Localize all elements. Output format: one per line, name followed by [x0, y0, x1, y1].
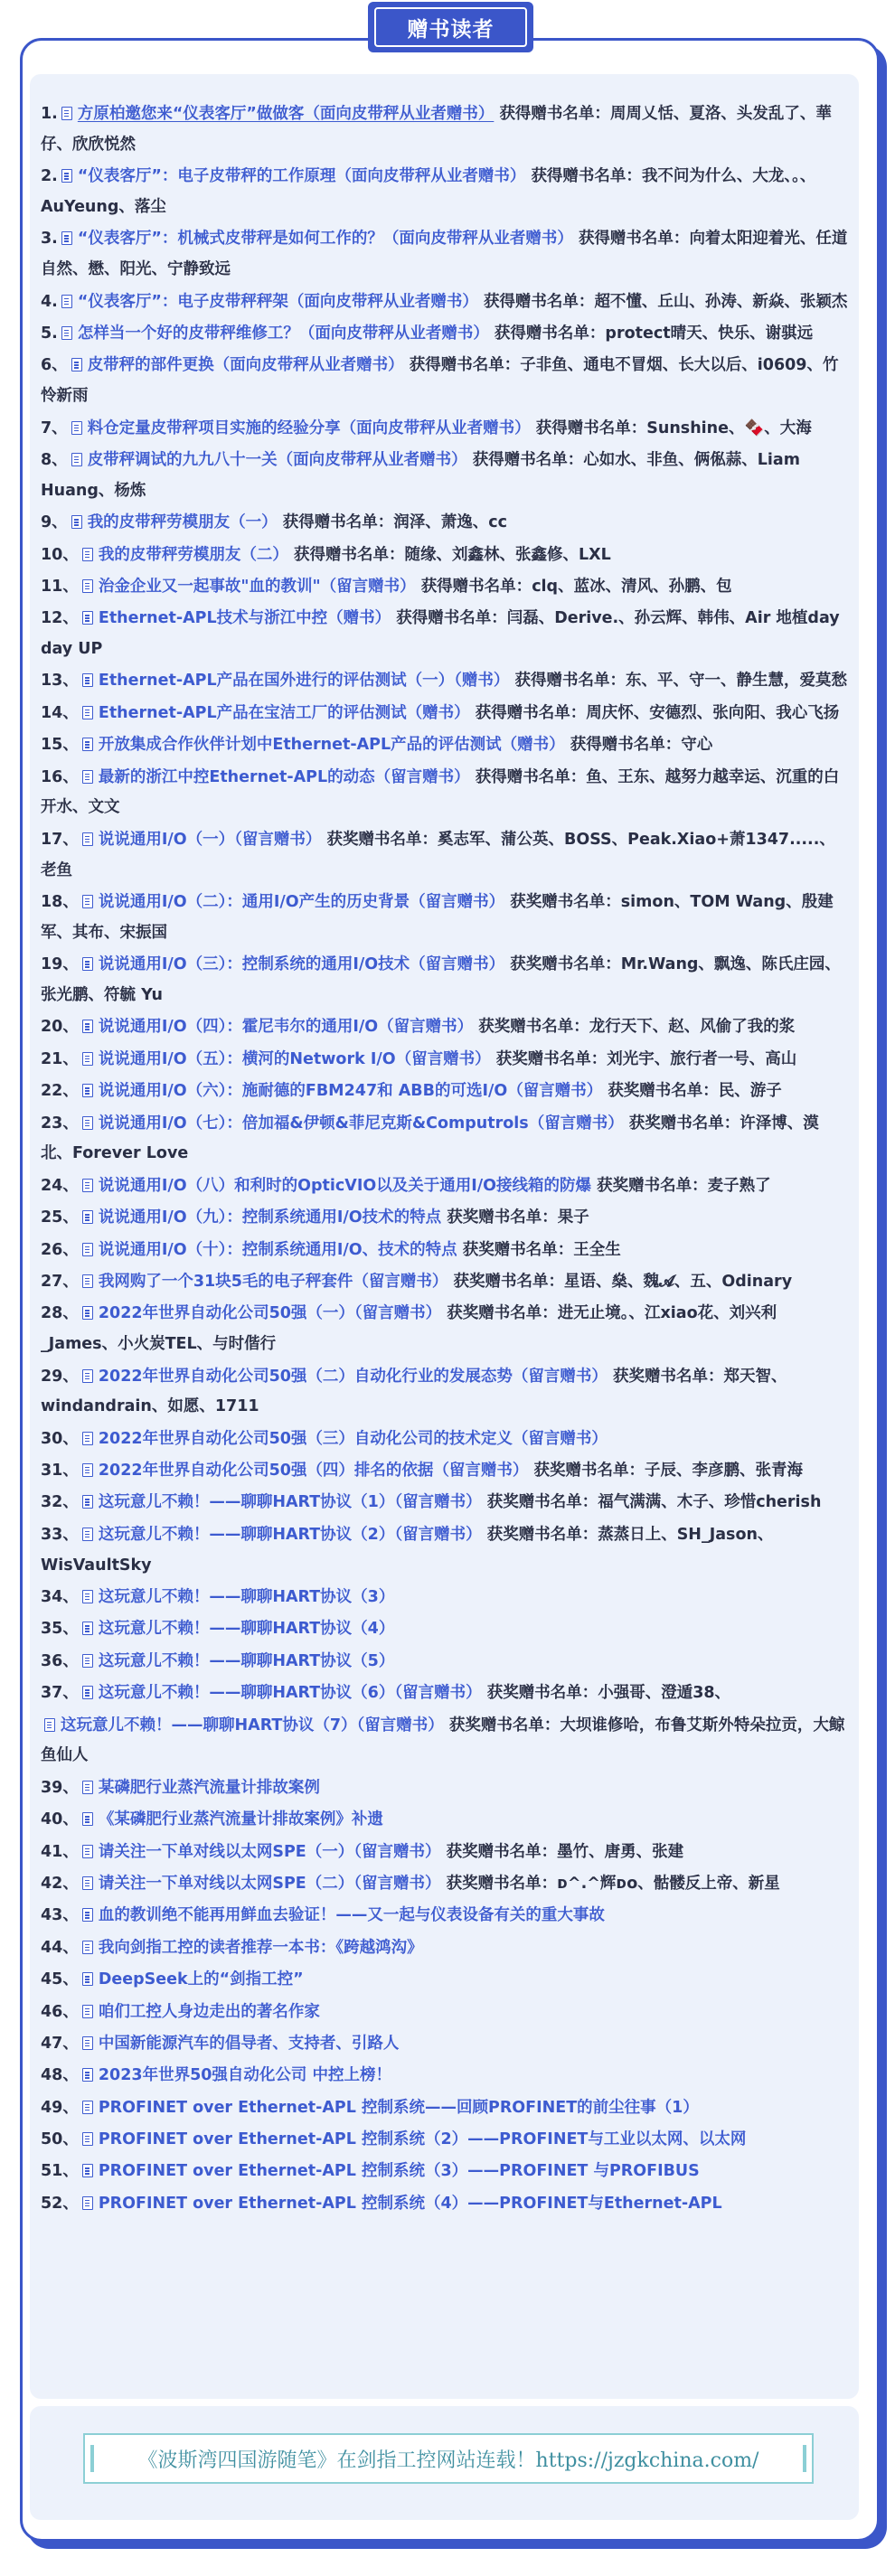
winners-names: 随缘、刘鑫林、张鑫修、LXL — [404, 545, 611, 564]
article-link[interactable]: 说说通用I/O（四）：霍尼韦尔的通用I/O（留言赠书） — [98, 1018, 474, 1037]
list-item — [41, 1045, 848, 1076]
document-icon — [82, 895, 93, 908]
list-item — [41, 446, 848, 507]
winners-label: 获得赠书名单： — [475, 767, 587, 786]
list-item — [41, 699, 848, 729]
winners-names: 周周乂恬、夏洛、头发乱了、華仔、欣欣悦然 — [41, 105, 832, 154]
winners-label: 获奖赠书名单： — [533, 1462, 645, 1481]
article-link[interactable]: 这玩意儿不赖！——聊聊HART协议（1）（留言赠书） — [98, 1493, 482, 1512]
list-item — [41, 1012, 848, 1043]
entry-number: 39、 — [41, 1778, 79, 1797]
winners-names: 润泽、萧逸、cc — [393, 513, 508, 532]
list-item — [41, 224, 848, 286]
winners-names: Sunshine、🍫、大海 — [646, 418, 812, 437]
winners-label: 获奖赠书名单： — [447, 1304, 558, 1323]
entry-number: 23、 — [41, 1114, 79, 1133]
list-item — [41, 1805, 848, 1836]
document-icon — [82, 2101, 93, 2114]
document-icon — [82, 2005, 93, 2018]
document-icon — [82, 1654, 93, 1668]
winners-label: 获奖赠书名单： — [613, 1367, 724, 1386]
document-icon — [82, 673, 93, 687]
entry-number: 36、 — [41, 1651, 79, 1670]
list-item — [41, 1838, 848, 1868]
entry-number: 52、 — [41, 2194, 79, 2213]
list-item — [41, 1203, 848, 1234]
winners-label: 获奖赠书名单： — [447, 1208, 558, 1227]
list-item — [41, 1424, 848, 1455]
article-link[interactable]: 这玩意儿不赖！——聊聊HART协议（4） — [98, 1620, 395, 1639]
document-icon — [82, 1622, 93, 1635]
article-link[interactable]: 怎样当一个好的皮带秤维修工？（面向皮带秤从业者赠书） — [77, 324, 489, 343]
winners-label: 获得赠书名单： — [409, 356, 521, 375]
list-item — [41, 1076, 848, 1107]
winners-names: 子辰、李彦鹏、张青海 — [645, 1462, 804, 1481]
entry-number: 3. — [41, 230, 58, 249]
document-icon — [82, 1432, 93, 1445]
article-link[interactable]: 我的皮带秤劳模朋友（二） — [98, 545, 288, 564]
winners-names: 奚志军、蒲公英、BOSS、Peak.Xiao+萧1347.....、老鱼 — [41, 830, 835, 879]
article-link[interactable]: 中国新能源汽车的倡导者、支持者、引路人 — [98, 2034, 400, 2053]
winners-label: 获得赠书名单： — [535, 418, 647, 437]
list-item — [41, 1171, 848, 1202]
winners-names: 果子 — [557, 1208, 589, 1227]
entry-number: 7、 — [41, 418, 68, 437]
list-item — [41, 2189, 848, 2220]
winners-label: 获奖赠书名单： — [486, 1684, 598, 1703]
article-link[interactable]: 血的教训绝不能再用鲜血去验证！——又一起与仪表设备有关的重大事故 — [98, 1906, 605, 1925]
list-item — [41, 1869, 848, 1900]
list-item — [41, 1614, 848, 1645]
entry-number: 14、 — [41, 703, 79, 722]
entry-number: 46、 — [41, 2002, 79, 2021]
document-icon — [82, 2036, 93, 2050]
winners-names: clq、蓝冰、清风、孙鹏、包 — [532, 577, 732, 596]
article-link[interactable]: Ethernet-APL产品在国外进行的评估测试（一）（赠书） — [98, 672, 510, 691]
winners-label: 获得赠书名单： — [483, 292, 595, 311]
list-item — [41, 730, 848, 761]
winners-label: 获奖赠书名单： — [446, 1874, 558, 1893]
article-link[interactable]: 2022年世界自动化公司50强（三）自动化公司的技术定义（留言赠书） — [98, 1429, 608, 1448]
winners-names: 子非鱼、通电不冒烟、长大以后、i0609、竹怜新雨 — [41, 356, 839, 406]
list-item — [41, 1236, 848, 1266]
article-link[interactable]: 咱们工控人身边走出的著名作家 — [98, 2002, 320, 2021]
footer-text: 《波斯湾四国游随笔》在剑指工控网站连载！https://jzgkchina.com/ — [137, 2449, 759, 2472]
winners-label: 获得赠书名单： — [293, 545, 405, 564]
entry-number: 42、 — [41, 1874, 79, 1893]
document-icon — [82, 957, 93, 971]
document-icon — [82, 832, 93, 846]
winners-names: 麦子熟了 — [707, 1176, 771, 1195]
article-link[interactable]: 这玩意儿不赖！——聊聊HART协议（7）（留言赠书） — [61, 1716, 444, 1735]
winners-label: 获奖赠书名单： — [495, 1049, 608, 1068]
list-item — [41, 2125, 848, 2156]
document-icon — [82, 1908, 93, 1922]
banner-bar-left — [90, 2445, 94, 2472]
list-item — [41, 351, 848, 412]
article-link[interactable]: 说说通用I/O（十）：控制系统通用I/O、技术的特点 — [98, 1240, 457, 1259]
article-link[interactable]: PROFINET over Ethernet-APL 控制系统——回顾PROFINET的前尘往事（1） — [98, 2098, 699, 2117]
entry-number: 34、 — [41, 1588, 79, 1607]
document-icon — [82, 611, 93, 625]
document-icon — [82, 1052, 93, 1066]
winners-names: 超不懂、丘山、孙涛、新焱、张颖杰 — [594, 292, 848, 311]
winners-label: 获得赠书名单： — [531, 167, 642, 186]
document-icon — [71, 515, 82, 529]
entry-number: 1. — [41, 105, 58, 123]
list-item — [41, 2157, 848, 2187]
winners-names: 刘光宇、旅行者一号、高山 — [607, 1049, 797, 1068]
winners-names: 墨竹、唐勇、张建 — [557, 1842, 684, 1861]
list-item — [41, 1583, 848, 1613]
winners-label: 获奖赠书名单： — [478, 1018, 589, 1037]
entry-number: 49、 — [41, 2098, 79, 2117]
document-icon — [44, 1718, 55, 1732]
winners-label: 获奖赠书名单： — [446, 1842, 558, 1861]
list-item — [41, 287, 848, 318]
article-link[interactable]: 请关注一下单对线以太网SPE（一）（留言赠书） — [98, 1842, 441, 1861]
entry-list — [41, 99, 848, 2221]
article-link[interactable]: 说说通用I/O（七）：倍加福&伊顿&菲尼克斯&Computrols（留言赠书） — [98, 1114, 624, 1133]
winners-label: 获奖赠书名单： — [628, 1114, 740, 1133]
document-icon — [82, 1020, 93, 1033]
list-item — [41, 1965, 848, 1996]
winners-names: 蒸蒸日上、SH_Jason、WisVaultSky — [41, 1525, 774, 1575]
entry-number: 11、 — [41, 577, 79, 596]
document-icon — [82, 1876, 93, 1890]
document-icon — [82, 1274, 93, 1288]
document-icon — [71, 453, 82, 466]
document-icon — [82, 770, 93, 784]
article-link[interactable]: Ethernet-APL技术与浙江中控（赠书） — [98, 609, 391, 628]
entry-number: 29、 — [41, 1367, 79, 1386]
document-icon — [82, 738, 93, 751]
entry-number: 35、 — [41, 1620, 79, 1639]
entry-number: 16、 — [41, 767, 79, 786]
winners-label: 获奖赠书名单： — [510, 893, 621, 912]
winners-names: 小强哥、澄遁38、 — [598, 1684, 731, 1703]
winners-names: 进无止境。、江xiao花、刘兴利_James、小火炭TEL、与时偕行 — [41, 1304, 777, 1354]
winners-names: 福气满满、木子、珍惜cherish — [598, 1493, 822, 1512]
article-link[interactable]: 《某磷肥行业蒸汽流量计排故案例》补遗 — [98, 1810, 383, 1829]
entry-number: 9、 — [41, 513, 68, 532]
document-icon — [61, 107, 72, 120]
document-icon — [82, 548, 93, 561]
entry-number: 43、 — [41, 1906, 79, 1925]
entry-number: 48、 — [41, 2066, 79, 2085]
article-link[interactable]: 我的皮带秤劳模朋友（一） — [87, 513, 278, 532]
winners-names: 东、平、守一、静生慧，爱莫愁 — [625, 672, 847, 691]
article-link[interactable]: 说说通用I/O（三）：控制系统的通用I/O技术（留言赠书） — [98, 955, 505, 974]
winners-label: 获奖赠书名单： — [510, 955, 621, 974]
article-link[interactable]: Ethernet-APL产品在宝洁工厂的评估测试（赠书） — [98, 703, 470, 722]
list-item — [41, 1520, 848, 1582]
winners-label: 获得赠书名单： — [475, 703, 587, 722]
entry-number: 17、 — [41, 830, 79, 849]
article-link[interactable]: 请关注一下单对线以太网SPE（二）（留言赠书） — [98, 1874, 441, 1893]
document-icon — [61, 295, 72, 308]
entry-number: 2. — [41, 167, 58, 186]
entry-number: 47、 — [41, 2034, 79, 2053]
winners-names: 鱼、王东、越努力越幸运、沉重的白开水、文文 — [41, 767, 840, 817]
winners-label: 获奖赠书名单： — [453, 1272, 564, 1291]
entry-number: 37、 — [41, 1684, 79, 1703]
document-icon — [61, 231, 72, 245]
list-item — [41, 763, 848, 824]
list-item — [41, 1647, 848, 1678]
list-item — [41, 541, 848, 571]
list-item — [41, 99, 848, 161]
list-item — [41, 888, 848, 949]
winners-label: 获得赠书名单 — [494, 324, 589, 343]
article-link[interactable]: “仪表客厅”：电子皮带秤的工作原理（面向皮带秤从业者赠书） — [77, 167, 526, 186]
list-item — [41, 1267, 848, 1298]
winners-label: 获得赠书名单： — [396, 609, 507, 628]
document-icon — [82, 1845, 93, 1858]
winners-label: 获得赠书名单： — [570, 736, 682, 755]
article-link[interactable]: 2023年世界50强自动化公司 中控上榜！ — [98, 2066, 392, 2085]
article-link[interactable]: “仪表客厅”：电子皮带秤秤架（面向皮带秤从业者赠书） — [77, 292, 478, 311]
document-icon — [82, 579, 93, 593]
document-icon — [82, 706, 93, 719]
entry-number: 25、 — [41, 1208, 79, 1227]
article-link[interactable]: 说说通用I/O（六）：施耐德的FBM247和 ABB的可选I/O（留言赠书） — [98, 1082, 603, 1101]
list-item — [41, 604, 848, 665]
list-item — [41, 1299, 848, 1360]
entry-number: 26、 — [41, 1240, 79, 1259]
list-item — [41, 572, 848, 603]
document-icon — [82, 1528, 93, 1541]
list-item — [41, 1109, 848, 1170]
winners-label: 获奖赠书名单： — [448, 1716, 561, 1735]
winners-names: ：protect晴天、快乐、谢骐远 — [589, 324, 814, 343]
winners-names: Mr.Wang、飘逸、陈氏庄园、张光鹏、符毓 Yu — [41, 955, 841, 1004]
winners-names: 大坝谁修哈，布鲁艾斯外特朵拉贡，大鲸鱼仙人 — [41, 1716, 845, 1765]
winners-names: 许泽博、漠北、Forever Love — [41, 1114, 819, 1163]
list-item — [41, 1678, 848, 1709]
article-link[interactable]: 这玩意儿不赖！——聊聊HART协议（2）（留言赠书） — [98, 1525, 482, 1544]
document-icon — [82, 1306, 93, 1320]
list-item — [41, 1362, 848, 1424]
article-link[interactable]: PROFINET over Ethernet-APL 控制系统（3）——PROFINET 与PROFIBUS — [98, 2162, 700, 2181]
entry-number: 13、 — [41, 672, 79, 691]
entry-number: 31、 — [41, 1462, 79, 1481]
entry-number: 12、 — [41, 609, 79, 628]
document-icon — [82, 1210, 93, 1224]
article-link[interactable]: 皮带秤调试的九九八十一关（面向皮带秤从业者赠书） — [87, 450, 467, 469]
entry-number: 15、 — [41, 736, 79, 755]
list-item — [41, 2093, 848, 2124]
document-icon — [61, 326, 72, 340]
entry-number: 44、 — [41, 1938, 79, 1957]
list-item — [41, 1456, 848, 1487]
winners-names: 守心 — [681, 736, 713, 755]
document-icon — [82, 2164, 93, 2177]
entry-number: 27、 — [41, 1272, 79, 1291]
list-item — [41, 825, 848, 887]
article-link[interactable]: 皮带秤的部件更换（面向皮带秤从业者赠书） — [87, 356, 404, 375]
entry-number: 30、 — [41, 1429, 79, 1448]
document-icon — [82, 2196, 93, 2210]
article-link[interactable]: 2022年世界自动化公司50强（一）（留言赠书） — [98, 1304, 442, 1323]
article-link[interactable]: PROFINET over Ethernet-APL 控制系统（4）——PROFINET与Ethernet-APL — [98, 2194, 722, 2213]
list-item — [41, 2029, 848, 2060]
winners-label: 获奖赠书名单： — [486, 1493, 598, 1512]
document-icon — [82, 1495, 93, 1509]
winners-label: 获奖赠书名单： — [326, 830, 438, 849]
entry-number: 45、 — [41, 1970, 79, 1989]
entry-number: 21、 — [41, 1049, 79, 1068]
footer-banner[interactable] — [83, 2433, 814, 2484]
document-icon — [82, 1812, 93, 1826]
list-item — [41, 666, 848, 697]
page-title: 赠书读者 — [374, 7, 527, 47]
article-link[interactable]: 这玩意儿不赖！——聊聊HART协议（3） — [98, 1588, 395, 1607]
winners-names: 我不问为什么、大龙、。、AuYeung、落尘 — [41, 167, 816, 216]
article-link[interactable]: 说说通用I/O（二）：通用I/O产生的历史背景（留言赠书） — [98, 893, 505, 912]
entry-number: 5. — [41, 324, 58, 343]
winners-names: 周庆怀、安德烈、张向阳、我心飞扬 — [586, 703, 840, 722]
document-icon — [82, 1941, 93, 1954]
winners-names: ᴅ^.^辉ᴅᴏ、骷髅反上帝、新星 — [557, 1874, 780, 1893]
entry-number: 18、 — [41, 893, 79, 912]
list-item — [41, 319, 848, 350]
document-icon — [82, 1781, 93, 1794]
article-link[interactable]: “仪表客厅”：机械式皮带秤是如何工作的？（面向皮带秤从业者赠书） — [77, 230, 573, 249]
entry-number: 40、 — [41, 1810, 79, 1829]
document-icon — [82, 1179, 93, 1192]
list-item — [41, 1901, 848, 1932]
winners-label: 获得赠书名单： — [578, 230, 690, 249]
winners-names: simon、TOM Wang、殷建军、其布、宋振国 — [41, 893, 834, 942]
entry-number: 50、 — [41, 2130, 79, 2149]
article-link[interactable]: 我网购了一个31块5毛的电子秤套件（留言赠书） — [98, 1272, 448, 1291]
winners-label: 获得赠书名单： — [472, 450, 584, 469]
article-link[interactable]: 说说通用I/O（九）：控制系统通用I/O技术的特点 — [98, 1208, 442, 1227]
entry-number: 4. — [41, 292, 58, 311]
article-link[interactable]: 这玩意儿不赖！——聊聊HART协议（6）（留言赠书） — [98, 1684, 482, 1703]
list-item — [41, 2061, 848, 2092]
entry-number: 24、 — [41, 1176, 79, 1195]
article-link[interactable]: 说说通用I/O（一）（留言赠书） — [98, 830, 322, 849]
list-item — [41, 414, 848, 445]
document-icon — [82, 1972, 93, 1986]
winners-names: 王全生 — [573, 1240, 621, 1259]
article-link[interactable]: 某磷肥行业蒸汽流量计排故案例 — [98, 1778, 320, 1797]
article-link[interactable]: PROFINET over Ethernet-APL 控制系统（2）——PROFINET与工业以太网、以太网 — [98, 2130, 747, 2149]
entry-number: 28、 — [41, 1304, 79, 1323]
entry-number: 41、 — [41, 1842, 79, 1861]
article-link[interactable]: 2022年世界自动化公司50强（二）自动化行业的发展态势（留言赠书） — [98, 1367, 608, 1386]
document-icon — [71, 421, 82, 435]
winners-names: 向着太阳迎着光、任道自然、懋、阳光、宁静致远 — [41, 230, 848, 279]
winners-names: 郑天智、windandrain、如愿、1711 — [41, 1367, 787, 1416]
article-link[interactable]: 说说通用I/O（八）和利时的OpticVIO以及关于通用I/O接线箱的防爆 — [98, 1176, 591, 1195]
document-icon — [61, 169, 72, 183]
winners-names: 星语、燊、魏𝓐、五、Odinary — [563, 1272, 793, 1291]
article-link[interactable]: 开放集成合作伙伴计划中Ethernet-APL产品的评估测试（赠书） — [98, 736, 565, 755]
article-link[interactable]: 最新的浙江中控Ethernet-APL的动态（留言赠书） — [98, 767, 470, 786]
winners-label: 获得赠书名单： — [514, 672, 626, 691]
list-item — [41, 162, 848, 223]
banner-bar-right — [803, 2445, 806, 2472]
winners-label: 获得赠书名单： — [420, 577, 532, 596]
list-item — [41, 1711, 848, 1772]
document-icon — [82, 1243, 93, 1256]
winners-names: 心如水、非鱼、俩俬蒜、Liam Huang、杨炼 — [41, 450, 800, 500]
document-icon — [71, 358, 82, 371]
document-icon — [82, 1463, 93, 1477]
list-item — [41, 950, 848, 1011]
winners-names: 民、游子 — [718, 1082, 782, 1101]
winners-label: 获奖赠书名单： — [608, 1082, 719, 1101]
entry-number: 22、 — [41, 1082, 79, 1101]
list-item — [41, 1933, 848, 1964]
entry-number: 19、 — [41, 955, 79, 974]
winners-label: 获得赠书名单： — [282, 513, 394, 532]
winners-label: 获得赠书名单： — [499, 105, 610, 123]
document-icon — [82, 1590, 93, 1603]
winners-label: 获奖赠书名单： — [462, 1240, 574, 1259]
article-link[interactable]: 治金企业又一起事故"血的教训"（留言赠书） — [98, 577, 416, 596]
winners-names: 龙行天下、赵、风偷了我的浆 — [589, 1018, 796, 1037]
document-icon — [82, 1686, 93, 1699]
document-icon — [82, 1116, 93, 1130]
document-icon — [82, 2132, 93, 2146]
list-item — [41, 1488, 848, 1518]
winners-label: 获奖赠书名单： — [597, 1176, 708, 1195]
entry-number: 20、 — [41, 1018, 79, 1037]
entry-number: 32、 — [41, 1493, 79, 1512]
article-link[interactable]: 料仓定量皮带秤项目实施的经验分享（面向皮带秤从业者赠书） — [87, 418, 531, 437]
document-icon — [82, 2068, 93, 2082]
document-icon — [82, 1084, 93, 1097]
article-link[interactable]: 这玩意儿不赖！——聊聊HART协议（5） — [98, 1651, 395, 1670]
article-link[interactable]: 我向剑指工控的读者推荐一本书：《跨越鸿沟》 — [98, 1938, 423, 1957]
title-tab — [368, 2, 533, 52]
entry-number: 6、 — [41, 356, 68, 375]
entry-number: 8、 — [41, 450, 68, 469]
winners-label: 获奖赠书名单： — [486, 1525, 598, 1544]
article-link[interactable]: DeepSeek上的“剑指工控” — [98, 1970, 304, 1989]
entry-number: 10、 — [41, 545, 79, 564]
list-item — [41, 508, 848, 539]
list-item — [41, 1998, 848, 2028]
article-link[interactable]: 说说通用I/O（五）：横河的Network I/O（留言赠书） — [98, 1049, 491, 1068]
entry-number: 33、 — [41, 1525, 79, 1544]
entry-number: 51、 — [41, 2162, 79, 2181]
document-icon — [82, 1369, 93, 1383]
article-link[interactable]: 2022年世界自动化公司50强（四）排名的依据（留言赠书） — [98, 1462, 529, 1481]
article-link[interactable]: 方原柏邀您来“仪表客厅”做做客（面向皮带秤从业者赠书） — [77, 105, 495, 123]
list-item — [41, 1773, 848, 1804]
winners-names: 闫磊、Derive.、孙云辉、韩伟、Air 地植day day UP — [41, 609, 840, 659]
